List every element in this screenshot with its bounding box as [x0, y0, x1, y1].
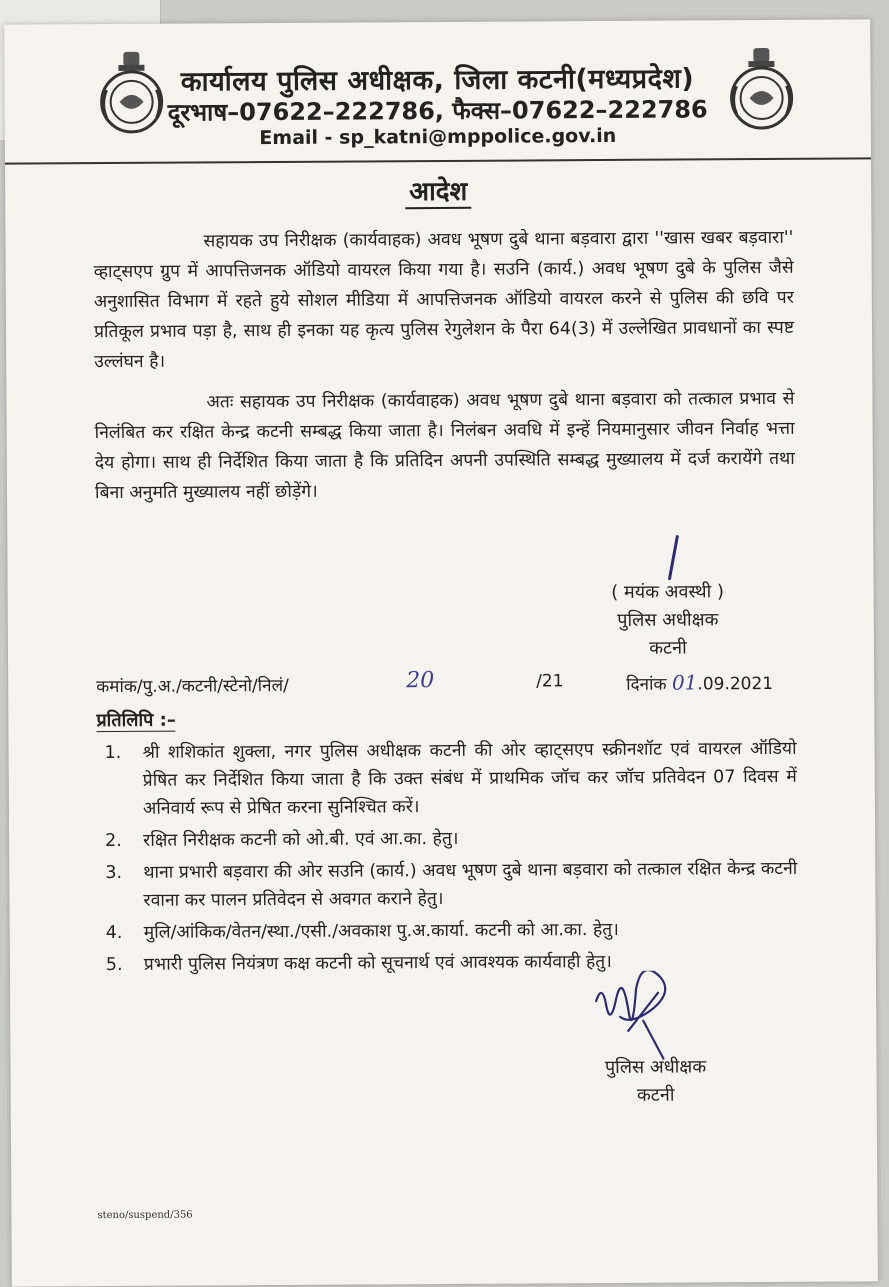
list-item-number: 4. [105, 922, 123, 944]
date-label: दिनांक [626, 674, 667, 695]
signatory-designation: पुलिस अधीक्षक [617, 609, 719, 631]
reference-number: 20 [406, 668, 435, 694]
reference-date [626, 670, 773, 695]
list-item [97, 823, 797, 855]
footer-file-code: steno/suspend/356 [97, 1209, 193, 1222]
office-title: कार्यालय पुलिस अधीक्षक, जिला कटनी(मध्यप्रदेश) [180, 63, 695, 98]
list-item-number: 5. [105, 954, 123, 976]
list-item-text: रक्षित निरीक्षक कटनी को ओ.बी. एवं आ.का. हेतु। [143, 828, 459, 851]
date-month-year: .09.2021 [697, 673, 774, 695]
list-item-number: 3. [105, 862, 123, 884]
copy-heading [96, 708, 176, 732]
order-paragraph-2: अतः सहायक उप निरीक्षक (कार्यवाहक) अवध भूषण दुबे थाना बड़वारा को तत्काल प्रभाव से निलंबित कर रक्षित केन्द्र कटनी सम्बद्ध किया जाता है। निलंबन अवधि में इन्हें नियमानुसार जीवन निर्वाह भत्ता देय होगा। साथ ही निर्देशित किया जाता है कि प्रतिदिन अपनी उपस्थिति सम्बद्ध मुख्यालय में दर्ज करायेंगे तथा बिना अनुमति मुख्यालय नहीं छोड़ेंगे। [94, 388, 795, 504]
list-item-text: प्रभारी पुलिस नियंत्रण कक्ष कटनी को सूचनार्थ एवं आवश्यक कार्यवाही हेतु। [143, 951, 612, 975]
list-item [98, 915, 798, 947]
signatory-designation: पुलिस अधीक्षक [604, 1056, 707, 1079]
phone-fax-line: दूरभाष–07622–222786, फैक्स–07622–222786 [167, 95, 708, 127]
list-item-number: 1. [104, 742, 122, 764]
signature-block-1 [568, 578, 769, 663]
list-item [97, 735, 798, 823]
header-divider [5, 157, 871, 164]
email-line: Email - sp_katni@mppolice.gov.in [259, 124, 617, 150]
reference-line [96, 670, 796, 704]
list-item-text: थाना प्रभारी बड़वारा की ओर सउनि (कार्य.) अवध भूषण दुबे थाना बड़वारा को तत्काल रक्षित केन्द्र कटनी रवाना कर पालन प्रतिवेदन से अवगत कराने हेतु। [143, 858, 798, 911]
handwritten-signature [588, 970, 699, 1066]
signature-block-2 [570, 1053, 740, 1110]
order-paragraph-1: सहायक उप निरीक्षक (कार्यवाहक) अवध भूषण दुबे थाना बड़वारा द्वारा ''खास खबर बड़वारा'' व्हाट्सएप ग्रुप में आपत्तिजनक ऑडियो वायरल किया गया है। सउनि (कार्य.) अवध भूषण दुबे के पुलिस जैसे अनुशासित विभाग में रहते हुये सोशल मीडिया में आपत्तिजनक ऑडियो वायरल करने से पुलिस की छवि पर प्रतिकूल प्रभाव पड़ा है, साथ ही इनका यह कृत्य पुलिस रेगुलेशन के पैरा 64(3) में उल्लेखित प्रावधानों का स्पष्ट उल्लंघन है। [93, 227, 795, 373]
order-heading [5, 169, 871, 210]
list-item-text: मुलि/आंकिक/वेतन/स्था./एसी./अवकाश पु.अ.कार्या. कटनी को आ.का. हेतु। [143, 919, 619, 943]
reference-prefix: कमांक/पु.अ./कटनी/स्टेनो/निलं/ [96, 675, 289, 698]
list-item [97, 855, 797, 915]
date-day: 01 [671, 670, 698, 695]
list-item-number: 2. [105, 830, 122, 852]
signatory-place: कटनी [636, 1084, 675, 1106]
copy-heading-text: प्रतिलिपि :– [96, 709, 176, 732]
pen-tick-mark [659, 532, 689, 582]
order-heading-text: आदेश [405, 177, 471, 209]
order-document [4, 19, 878, 1286]
signatory-name: ( मयंक अवस्थी ) [611, 581, 725, 603]
copy-list [97, 735, 798, 983]
reference-year: /21 [536, 671, 564, 692]
list-item-text: श्री शशिकांत शुक्ला, नगर पुलिस अधीक्षक कटनी की ओर व्हाट्सएप स्क्रीनशॉट एवं वायरल ऑडियो प्रेषित कर निर्देशित किया जाता है कि उक्त संबंध में प्राथमिक जॉच कर जॉच प्रतिवेदन 07 दिवस में अनिवार्य रूप से प्रेषित करना सुनिश्चित करें। [142, 738, 797, 819]
signatory-place: कटनी [649, 637, 687, 659]
